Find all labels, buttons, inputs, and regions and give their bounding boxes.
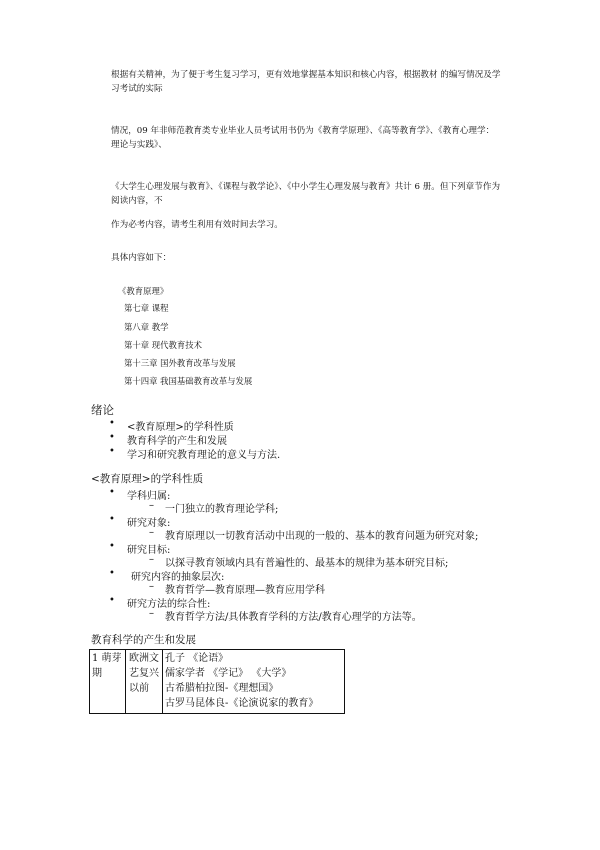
bullet-item: • 研究方法的综合性: [109,595,211,610]
dash-icon: – [149,554,154,565]
intro-paragraph-5: 具体内容如下： [111,253,172,263]
dash-icon: – [149,608,154,619]
dash-icon: – [149,527,154,538]
intro-paragraph-1: 根据有关精神，为了便于考生复习学习，更有效地掌握基本知识和核心内容，根据教材 的编写情况及学习考试的实际 [111,70,501,94]
bullet-item: • <教育原理>的学科性质 [109,418,234,433]
dash-icon: – [149,500,154,511]
bullet-icon: • [109,418,115,429]
table-cell-period: 1 萌芽 期 [90,650,126,713]
sub-item: – 教育原理以一切教育活动中出现的一般的、基本的教育问题为研究对象; [149,527,479,542]
bullet-icon: • [109,514,115,525]
toc-item: 第十四章 我国基础教育改革与发展 [124,376,253,386]
toc-item: 第八章 教学 [124,322,169,332]
bullet-item: • 学习和研究教育理论的意义与方法. [109,446,281,461]
development-table [89,649,345,714]
intro-paragraph-4: 作为必考内容，请考生利用有效时间去学习。 [111,220,283,230]
toc-item: 第十三章 国外教育改革与发展 [124,358,236,368]
intro-paragraph-3: 《大学生心理发展与教育》、《课程与教学论》、《中小学生心理发展与教育》共计 6 册。但下列章节作为阅读内容，不 [111,182,501,206]
sub-item: – 以探寻教育领域内具有普遍性的、最基本的规律为基本研究目标; [149,554,449,569]
section-heading-nature: <教育原理>的学科性质 [91,473,204,485]
section-heading-intro: 绪论 [91,403,114,417]
sub-item: – 教育哲学方法/具体教育学科的方法/教育心理学的方法等。 [149,608,422,623]
sub-item: – 教育哲学—教育原理—教育应用学科 [149,581,325,596]
toc-item: 第七章 课程 [124,303,169,313]
table-cell-works: 孔子 《论语》 儒家学者 《学记》 《大学》 古希腊柏拉图-《理想国》 古罗马昆体良-《论演说家的教育》 [165,653,319,709]
bullet-item: • 学科归属: [109,487,171,502]
toc-title: 《教育原理》 [118,286,169,296]
bullet-icon: • [109,487,115,498]
bullet-item: • 研究内容的抽象层次: [109,568,225,583]
bullet-item: • 研究目标: [109,541,171,556]
table-cell-era: 欧洲文 艺复兴 以前 [127,650,163,713]
dash-icon: – [149,581,154,592]
bullet-item: • 研究对象: [109,514,171,529]
section-heading-development: 教育科学的产生和发展 [91,634,196,646]
bullet-item: • 教育科学的产生和发展 [109,432,227,447]
bullet-icon: • [109,568,115,579]
bullet-icon: • [109,446,115,457]
sub-item: – 一门独立的教育理论学科; [149,500,279,515]
bullet-icon: • [109,595,115,606]
intro-paragraph-2: 情况，09 年非师范教育类专业毕业人员考试用书仍为《教育学原理》、《高等教育学》、《教育心理学：理论与实践》、 [111,126,495,150]
bullet-icon: • [109,541,115,552]
toc-item: 第十章 现代教育技术 [124,340,203,350]
bullet-icon: • [109,432,115,443]
